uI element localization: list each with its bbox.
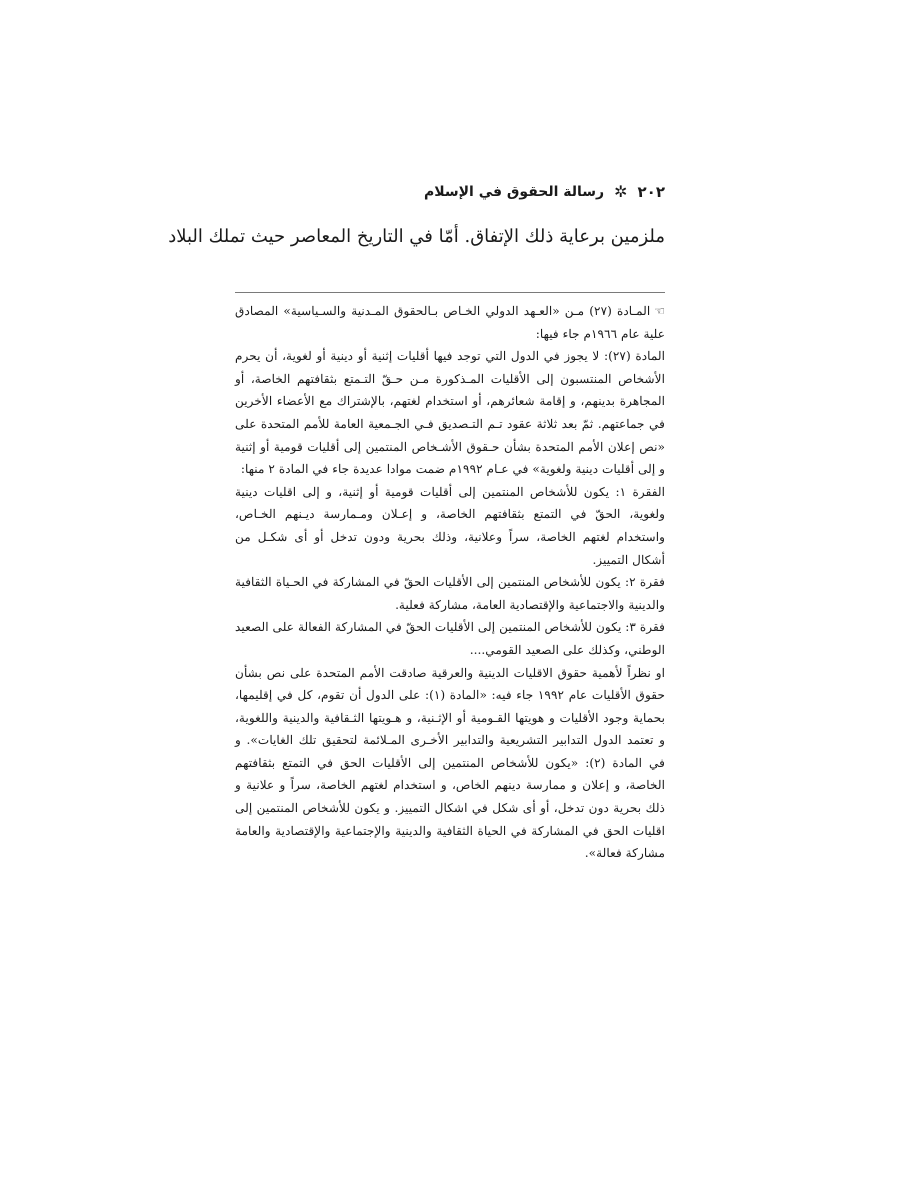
running-header <box>235 183 665 201</box>
footnote-separator <box>235 292 665 293</box>
pointing-hand-icon: ☜ <box>654 304 665 318</box>
footnote-paragraph: او نظراً لأهمية حقوق الاقليات الدينية والعرقية صادقت الأمم المتحدة على نص بشأن حقوق الأقليات عام ١٩٩٢ جاء فيه: «المادة (١): على الدول أن تقوم، كل في إقليمها، بحماية وجود الأقليات و هويتها القـومية أو الإثـنية، و هـويتها الثـقافية والدينية واللغوية، و تعتمد الدول التدابير التشريعية والتدابير الأخـرى المـلائمة لتحقيق تلك الغايات». و في المادة (٢): «يكون للأشخاص المنتمين إلى الأقليات الحق في التمتع بثقافتهم الخاصة، و إعلان و ممارسة دينهم الخاص، و استخدام لغتهم الخاصة، سراً و علانية و ذلك بحرية دون تدخل، أو أى شكل في اشكال التمييز. و يكون للأشخاص المنتمين إلى اقليات الحق في المشاركة في الحياة الثقافية والدينية والإجتماعية والإقتصادية والعامة مشاركة فعالة». <box>235 665 665 861</box>
footnote-paragraph: فقرة ٣: يكون للأشخاص المنتمين إلى الأقليات الحقّ في المشاركة الفعالة على الصعيد الوطني، وكذلك على الصعيد القومي.... <box>235 620 665 657</box>
body-text: ملزمين برعاية ذلك الإتفاق. أمّا في التاريخ المعاصر حيث تملك البلاد <box>168 226 665 247</box>
footnote-paragraph: الفقرة ١: يكون للأشخاص المنتمين إلى أقليات قومية أو إثنية، و إلى اقليات دينية ولغوية، الحقّ في التمتع بثقافتهم الخاصة، و إعـلان ومـمارسة ديـنهم الخـاص، واستخدام لغتهم الخاصة، سراً وعلانية، وذلك بحرية ودون تدخل أو أى شكـل من أشكال التمييز. <box>235 484 665 567</box>
footnote-paragraph-text: المـادة (٢٧) مـن «العـهد الدولي الخـاص بـالحقوق المـدنية والسـياسية» المصادق علية عام ١٩٦٦م جاء فيها: <box>235 304 665 341</box>
book-title: رسالة الحقوق في الإسلام <box>423 184 605 200</box>
footnote-paragraph: المادة (٢٧): لا يجوز في الدول التي توجد فيها أقليات إثنية أو دينية أو لغوية، أن يحرم الأشخاص المنتسبون إلى الأقليات المـذكورة مـن حـقّ التـمتع بثقافتهم الخاصة، أو المجاهرة بدينهم، و إقامة شعائرهم، أو استخدام لغتهم، بالإشتراك مع الأعضاء الأخرين في جماعتهم. ثمّ بعد ثلاثة عقود تـم التـصديق فـي الجـمعية العامة للأمم المتحدة على «نص إعلان الأمم المتحدة بشأن حـقوق الأشـخاص المنتمين إلى أقليات قومية أو إثنية و إلى أقليات دينية ولغوية» في عـام ١٩٩٢م ضمت موادا عديدة جاء في المادة ٢ منها: <box>235 349 665 477</box>
footnote-paragraph <box>235 300 665 345</box>
footnote <box>235 300 665 865</box>
footnote-paragraph: فقرة ٢: يكون للأشخاص المنتمين إلى الأقليات الحقّ في المشاركة في الحـياة الثقافية والدينية والاجتماعية والإقتصادية العامة، مشاركة فعلية. <box>235 575 665 612</box>
page-number: ٢٠٢ <box>637 183 665 201</box>
flower-ornament-icon: ✲ <box>614 182 628 201</box>
